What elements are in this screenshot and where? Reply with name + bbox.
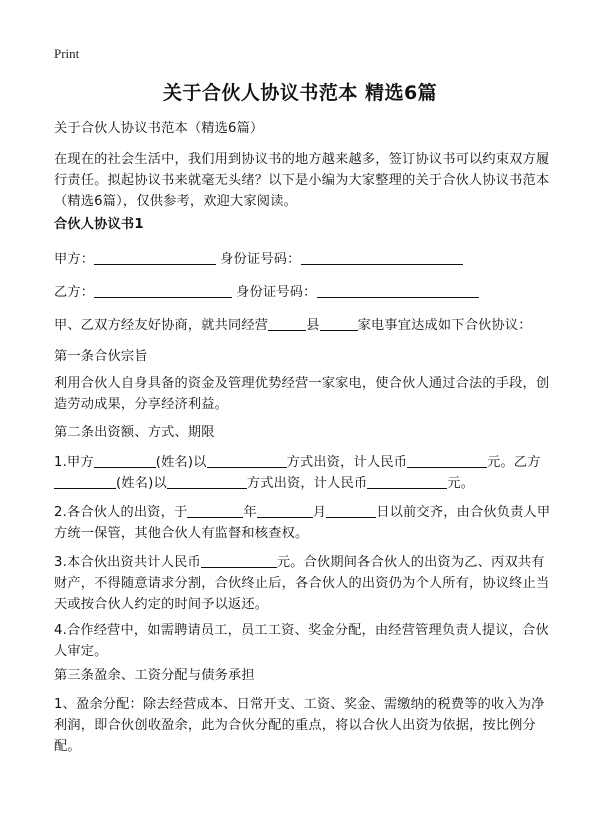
article3-title: 第三条盈余、工资分配与债务承担 [54, 668, 255, 683]
agreement-line [54, 315, 554, 336]
item2-text-2: 年 [243, 505, 257, 520]
agreement-county: 县 [306, 318, 320, 333]
subtitle: 关于合伙人协议书范本（精选6篇） [54, 121, 264, 136]
item1-text-7: 元。 [447, 476, 475, 491]
party-b-name-blank[interactable] [94, 283, 232, 298]
item2-month-blank[interactable] [257, 503, 313, 518]
print-link[interactable]: Print [54, 46, 80, 61]
article1-title: 第一条合伙宗旨 [54, 349, 148, 364]
item1-text-6: 方式出资，计人民币 [246, 476, 368, 491]
item1-name-a-blank[interactable] [94, 453, 156, 468]
article3-item1: 1、盈余分配：除去经营成本、日常开支、工资、奖金、需缴纳的税费等的收入为净利润，即合伙创收盈余，此为合伙分配的重点，将以合伙人出资为依据，按比例分配。 [54, 697, 545, 754]
party-a-line [54, 249, 554, 270]
article2-item4: 4.合作经营中，如需聘请员工，员工工资、奖金分配，由经营管理负责人提议，合伙人审定。 [54, 623, 549, 659]
item2-text-1: 2.各合伙人的出资，于 [54, 505, 188, 520]
agreement-suffix: 家电事宜达成如下合伙协议： [357, 318, 532, 333]
item2-day-blank[interactable] [326, 503, 376, 518]
item1-text-1: 1.甲方 [54, 455, 94, 470]
item1-name-b-blank[interactable] [54, 474, 116, 489]
page-title: 关于合伙人协议书范本 精选6篇 [162, 82, 438, 104]
party-a-label: 甲方： [54, 252, 95, 267]
party-a-id-blank[interactable] [301, 250, 463, 265]
item1-text-3: 方式出资，计人民币 [286, 455, 408, 470]
business-blank[interactable] [320, 316, 358, 331]
item1-text-2: (姓名)以 [155, 455, 207, 470]
item1-method-a-blank[interactable] [207, 453, 287, 468]
item2-text-4: 日以前交齐，由合伙负责人甲方统一保管，其他合伙人有监督和核查权。 [54, 505, 551, 541]
party-b-id-label: 身份证号码： [236, 285, 317, 300]
article2-item2 [54, 502, 554, 544]
item1-text-4: 元。乙方 [487, 455, 541, 470]
article2-item1 [54, 452, 554, 494]
article1-body: 利用合伙人自身具备的资金及管理优势经营一家家电，使合伙人通过合法的手段，创造劳动成果，分享经济利益。 [54, 376, 550, 412]
item2-year-blank[interactable] [187, 503, 243, 518]
section-heading: 合伙人协议书1 [54, 217, 144, 232]
party-a-id-label: 身份证号码： [220, 252, 301, 267]
intro-paragraph: 在现在的社会生活中，我们用到协议书的地方越来越多，签订协议书可以约束双方履行责任。拟起协议书来就毫无头绪？以下是小编为大家整理的关于合伙人协议书范本（精选6篇），仅供参考，欢迎大家阅读。 [54, 152, 550, 209]
item1-amount-b-blank[interactable] [367, 474, 447, 489]
item1-amount-a-blank[interactable] [407, 453, 487, 468]
item3-text-2: 元。合伙期间各合伙人的出资为乙、丙双共有财产，不得随意请求分割，合伙终止后，各合伙人的出资仍为个人所有，协议终止当天或按合伙人约定的时间予以返还。 [54, 555, 550, 612]
item1-text-5: (姓名)以 [116, 476, 167, 491]
party-a-name-blank[interactable] [94, 250, 216, 265]
item3-amount-blank[interactable] [201, 553, 277, 568]
article2-item3 [54, 552, 554, 615]
county-blank[interactable] [268, 316, 306, 331]
item1-method-b-blank[interactable] [167, 474, 247, 489]
item3-text-1: 3.本合伙出资共计人民币 [54, 555, 201, 570]
item2-text-3: 月 [312, 505, 327, 520]
article2-title: 第二条出资额、方式、期限 [54, 425, 215, 440]
party-b-line [54, 282, 554, 303]
party-b-id-blank[interactable] [317, 283, 479, 298]
agreement-prefix: 甲、乙双方经友好协商，就共同经营 [54, 318, 269, 333]
party-b-label: 乙方： [54, 285, 95, 300]
